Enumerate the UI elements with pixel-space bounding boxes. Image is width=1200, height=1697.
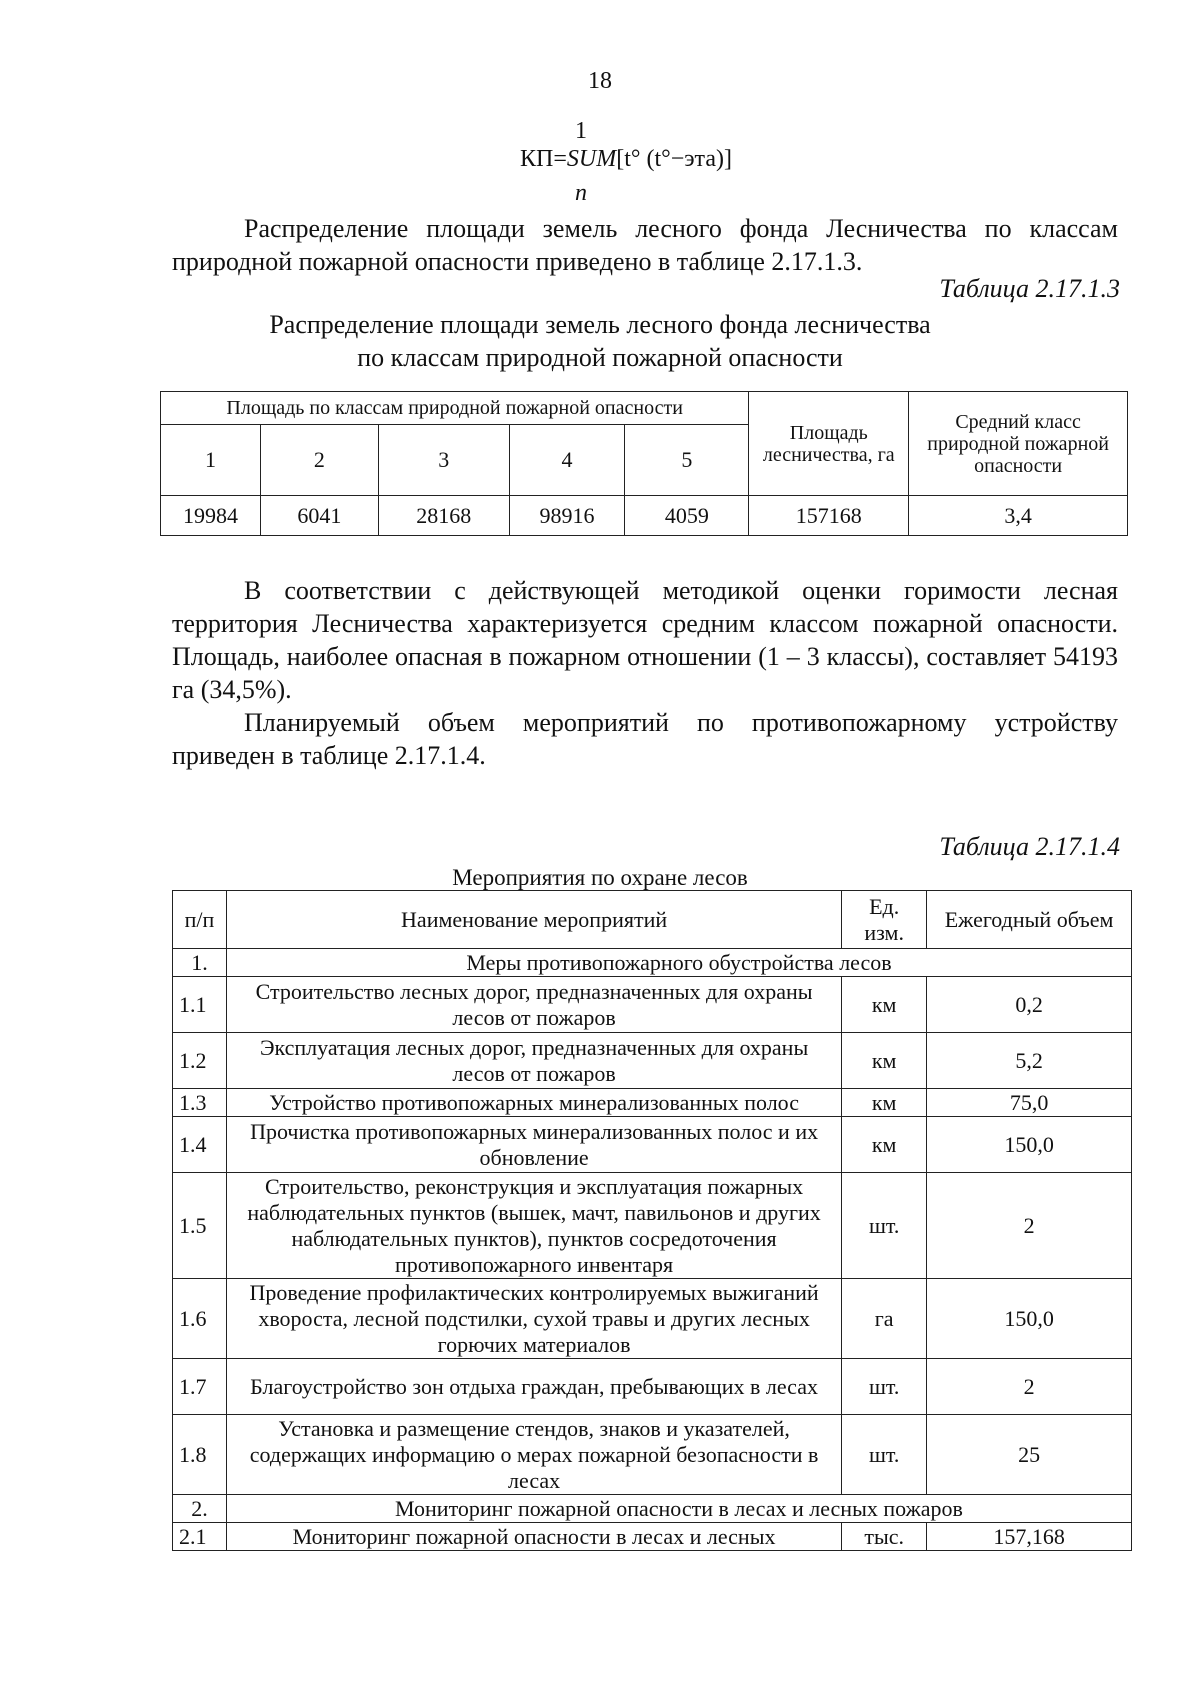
row-unit: км <box>842 1089 927 1117</box>
table1-title-line2: по классам природной пожарной опасности <box>357 343 843 372</box>
table1-title-line1: Распределение площади земель лесного фонда лесничества <box>269 310 931 339</box>
row-number: 1.7 <box>173 1359 227 1415</box>
table-row <box>173 1173 1132 1279</box>
row-name: Эксплуатация лесных дорог, предназначенных для охраны лесов от пожаров <box>226 1033 841 1089</box>
table2-title: Мероприятия по охране лесов <box>452 865 748 890</box>
row-name: Строительство лесных дорог, предназначенных для охраны лесов от пожаров <box>226 977 841 1033</box>
table1-avg-header: Средний класс природной пожарной опасности <box>909 392 1128 496</box>
table1-value: 4059 <box>625 496 749 536</box>
row-number: 1.2 <box>173 1033 227 1089</box>
row-unit: тыс. <box>842 1523 927 1551</box>
paragraph-2: В соответствии с действующей методикой оценки горимости лесная территория Лесничества характеризуется средним классом пожарной опасности. Площадь, наиболее опасная в пожарном отношении (1 – 3 классы), составляет 54193 га (34,5%). <box>172 576 1118 704</box>
table-row <box>173 1415 1132 1495</box>
section-title: Мониторинг пожарной опасности в лесах и лесных пожаров <box>226 1495 1131 1523</box>
row-value: 150,0 <box>927 1117 1132 1173</box>
row-name: Устройство противопожарных минерализованных полос <box>226 1089 841 1117</box>
row-value: 25 <box>927 1415 1132 1495</box>
row-number: 1.4 <box>173 1117 227 1173</box>
fire-class-table <box>160 391 1128 536</box>
table1-value: 98916 <box>509 496 625 536</box>
row-name: Благоустройство зон отдыха граждан, пребывающих в лесах <box>226 1359 841 1415</box>
table1-value: 19984 <box>161 496 261 536</box>
row-unit: шт. <box>842 1415 927 1495</box>
page-number: 18 <box>588 68 612 94</box>
section-title: Меры противопожарного обустройства лесов <box>226 949 1131 977</box>
row-number: 1.3 <box>173 1089 227 1117</box>
row-value: 5,2 <box>927 1033 1132 1089</box>
table2-header-value: Ежегодный объем <box>927 891 1132 949</box>
table2-header-num: п/п <box>173 891 227 949</box>
table2-header-name: Наименование мероприятий <box>226 891 841 949</box>
row-number: 1.1 <box>173 977 227 1033</box>
table-section-row <box>173 1495 1132 1523</box>
row-name: Мониторинг пожарной опасности в лесах и лесных <box>226 1523 841 1551</box>
row-value: 0,2 <box>927 977 1132 1033</box>
table1-class-4: 4 <box>509 425 625 496</box>
table1-value: 157168 <box>749 496 909 536</box>
table-row <box>173 1279 1132 1359</box>
row-value: 150,0 <box>927 1279 1132 1359</box>
row-number: 2.1 <box>173 1523 227 1551</box>
section-number: 2. <box>173 1495 227 1523</box>
row-name: Строительство, реконструкция и эксплуатация пожарных наблюдательных пунктов (вышек, мачт, павильонов и других наблюдательных пунктов), пунктов сосредоточения противопожарного инвентаря <box>226 1173 841 1279</box>
formula-main: КП=SUM[t° (t°−эта)] <box>520 146 732 172</box>
formula-denominator: n <box>575 180 587 206</box>
table-row <box>173 1033 1132 1089</box>
row-number: 1.8 <box>173 1415 227 1495</box>
table1-area-header: Площадь лесничества, га <box>749 392 909 496</box>
table1-value: 6041 <box>260 496 378 536</box>
row-unit: км <box>842 1033 927 1089</box>
row-unit: км <box>842 1117 927 1173</box>
table1-class-3: 3 <box>378 425 509 496</box>
table1-class-2: 2 <box>260 425 378 496</box>
table2-body <box>173 949 1132 1551</box>
table-row <box>173 1117 1132 1173</box>
paragraph-3: Планируемый объем мероприятий по противопожарному устройству приведен в таблице 2.17.1.4. <box>172 708 1118 770</box>
row-value: 2 <box>927 1173 1132 1279</box>
table-row <box>173 977 1132 1033</box>
table1-class-5: 5 <box>625 425 749 496</box>
section-number: 1. <box>173 949 227 977</box>
table-row <box>173 1523 1132 1551</box>
row-name: Проведение профилактических контролируемых выжиганий хвороста, лесной подстилки, сухой травы и других лесных горючих материалов <box>226 1279 841 1359</box>
table-row <box>173 1359 1132 1415</box>
row-value: 157,168 <box>927 1523 1132 1551</box>
row-unit: шт. <box>842 1359 927 1415</box>
formula-numerator: 1 <box>575 118 587 144</box>
row-value: 75,0 <box>927 1089 1132 1117</box>
forest-protection-table <box>172 890 1132 1551</box>
row-number: 1.6 <box>173 1279 227 1359</box>
table1-group-header: Площадь по классам природной пожарной опасности <box>161 392 749 425</box>
table2-number: Таблица 2.17.1.4 <box>939 832 1120 861</box>
table1-value: 28168 <box>378 496 509 536</box>
row-value: 2 <box>927 1359 1132 1415</box>
row-unit: шт. <box>842 1173 927 1279</box>
table2-header-unit: Ед. изм. <box>842 891 927 949</box>
row-name: Прочистка противопожарных минерализованных полос и их обновление <box>226 1117 841 1173</box>
paragraph-1: Распределение площади земель лесного фонда Лесничества по классам природной пожарной опасности приведено в таблице 2.17.1.3. <box>172 214 1118 276</box>
row-name: Установка и размещение стендов, знаков и указателей, содержащих информацию о мерах пожарной безопасности в лесах <box>226 1415 841 1495</box>
row-unit: км <box>842 977 927 1033</box>
table1-class-1: 1 <box>161 425 261 496</box>
row-unit: га <box>842 1279 927 1359</box>
table-row <box>173 1089 1132 1117</box>
row-number: 1.5 <box>173 1173 227 1279</box>
table1-value: 3,4 <box>909 496 1128 536</box>
table1-number: Таблица 2.17.1.3 <box>939 274 1120 303</box>
table-section-row <box>173 949 1132 977</box>
